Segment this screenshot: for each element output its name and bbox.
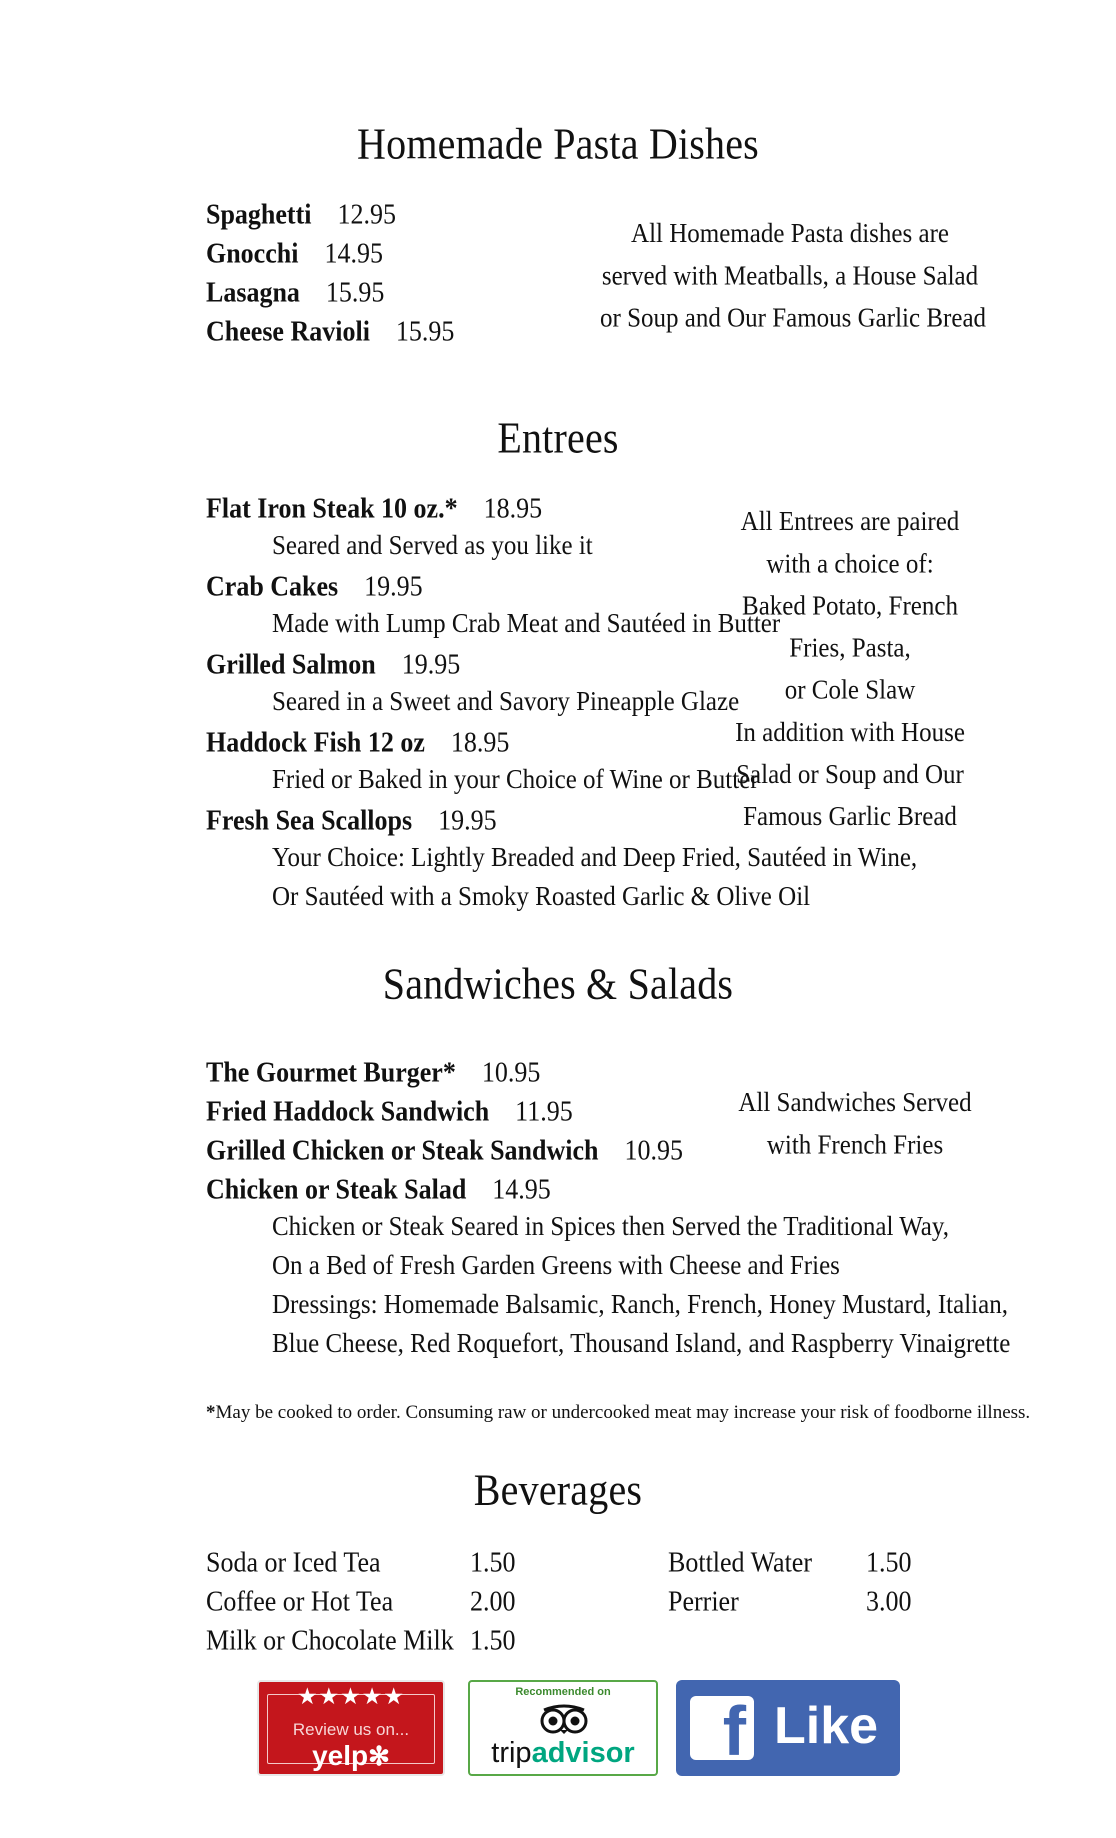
menu-item <box>206 492 542 525</box>
yelp-logo <box>259 1740 443 1772</box>
note-line: Baked Potato, French <box>742 591 958 621</box>
like-label: Like <box>774 1697 879 1755</box>
item-description: Seared and Served as you like it <box>272 531 593 561</box>
note-line: Famous Garlic Bread <box>743 802 957 832</box>
note-line: All Homemade Pasta dishes are <box>631 219 949 249</box>
entrees-note <box>730 501 970 838</box>
footnote-star: * <box>206 1402 216 1423</box>
item-price: 19.95 <box>438 804 497 836</box>
item-name: The Gourmet Burger* <box>206 1056 456 1088</box>
note-line: Fries, Pasta, <box>789 633 911 663</box>
beverage-price: 1.50 <box>470 1546 516 1578</box>
item-name: Crab Cakes <box>206 570 339 602</box>
item-description: Made with Lump Crab Meat and Sautéed in Butter <box>272 609 781 639</box>
note-line: or Cole Slaw <box>784 675 916 706</box>
menu-item <box>206 198 396 231</box>
recommended-text: Recommended on <box>515 1686 611 1698</box>
item-price: 14.95 <box>324 237 383 269</box>
item-price: 19.95 <box>364 570 423 602</box>
item-name: Grilled Chicken or Steak Sandwich <box>206 1134 599 1166</box>
beverage-price: 2.00 <box>470 1585 516 1617</box>
yelp-review-badge[interactable] <box>257 1680 445 1776</box>
facebook-f-letter: f <box>722 1692 746 1770</box>
item-description: Your Choice: Lightly Breaded and Deep Fried, Sautéed in Wine, <box>272 843 918 873</box>
beverage-name: Milk or Chocolate Milk <box>206 1624 454 1656</box>
facebook-f-icon <box>690 1692 754 1770</box>
note-line: or Soup and Our Famous Garlic Bread <box>600 303 987 333</box>
note-line: All Entrees are paired <box>740 507 960 537</box>
beverage-name: Coffee or Hot Tea <box>206 1585 394 1617</box>
item-name: Flat Iron Steak 10 oz.* <box>206 492 458 524</box>
menu-item <box>206 648 460 681</box>
entrees-title: Entrees <box>497 412 619 463</box>
item-description: On a Bed of Fresh Garden Greens with Cheese and Fries <box>272 1251 840 1281</box>
menu-item <box>206 726 509 759</box>
tripadvisor-logo <box>470 1737 656 1770</box>
item-name: Haddock Fish 12 oz <box>206 726 425 758</box>
facebook-like-button[interactable] <box>676 1680 900 1776</box>
item-name: Fresh Sea Scallops <box>206 804 413 836</box>
tripadvisor-badge[interactable] <box>468 1680 658 1776</box>
item-description: Or Sautéed with a Smoky Roasted Garlic & Olive Oil <box>272 882 811 912</box>
sandwiches-title: Sandwiches & Salads <box>382 958 734 1009</box>
item-name: Gnocchi <box>206 237 299 269</box>
item-price: 15.95 <box>325 276 385 308</box>
item-price: 18.95 <box>483 492 543 524</box>
item-price: 10.95 <box>624 1134 683 1166</box>
item-name: Chicken or Steak Salad <box>206 1173 467 1205</box>
item-price: 18.95 <box>450 726 510 758</box>
item-price: 14.95 <box>492 1173 551 1205</box>
item-price: 11.95 <box>515 1095 573 1127</box>
item-description: Blue Cheese, Red Roquefort, Thousand Island, and Raspberry Vinaigrette <box>272 1329 1011 1359</box>
pasta-note <box>600 213 987 339</box>
item-description: Fried or Baked in your Choice of Wine or Butter <box>272 765 759 795</box>
beverage-name: Perrier <box>668 1585 739 1617</box>
menu-item <box>206 1134 683 1167</box>
item-description: Chicken or Steak Seared in Spices then Served the Traditional Way, <box>272 1212 950 1242</box>
footnote <box>206 1402 1030 1424</box>
menu-item <box>206 1095 573 1128</box>
item-name: Grilled Salmon <box>206 648 376 680</box>
menu-item <box>206 276 384 309</box>
menu-item <box>206 1173 551 1206</box>
review-text: Review us on... <box>292 1720 410 1739</box>
yelp-burst-icon: ✻ <box>368 1741 390 1771</box>
beverage-price: 3.00 <box>866 1585 912 1617</box>
logo-advisor: advisor <box>531 1737 635 1769</box>
owl-icon <box>536 1704 592 1734</box>
menu-item <box>206 570 423 603</box>
item-description: Seared in a Sweet and Savory Pineapple Glaze <box>272 687 740 717</box>
menu-item <box>206 1056 540 1089</box>
footnote-text: May be cooked to order. Consuming raw or undercooked meat may increase your risk of foodborne illness. <box>215 1402 1031 1423</box>
menu-item <box>206 804 497 837</box>
yelp-wordmark: yelp <box>312 1740 369 1771</box>
item-price: 12.95 <box>337 198 396 230</box>
menu-item <box>206 315 454 348</box>
item-name: Spaghetti <box>206 198 312 230</box>
sandwiches-note <box>720 1082 990 1166</box>
item-description: Dressings: Homemade Balsamic, Ranch, French, Honey Mustard, Italian, <box>272 1290 1008 1320</box>
item-price: 15.95 <box>395 315 455 347</box>
beverage-name: Soda or Iced Tea <box>206 1546 381 1578</box>
note-line: In addition with House <box>735 718 965 748</box>
item-price: 10.95 <box>481 1056 541 1088</box>
note-line: served with Meatballs, a House Salad <box>601 261 979 291</box>
note-line: Salad or Soup and Our <box>736 760 964 790</box>
beverage-name: Bottled Water <box>668 1546 813 1578</box>
logo-trip: trip <box>491 1737 532 1769</box>
beverages-title: Beverages <box>473 1464 643 1515</box>
item-price: 19.95 <box>401 648 461 680</box>
item-name: Cheese Ravioli <box>206 315 370 347</box>
item-name: Fried Haddock Sandwich <box>206 1095 490 1127</box>
note-line: with a choice of: <box>766 549 934 579</box>
note-line: All Sandwiches Served <box>738 1088 972 1118</box>
item-name: Lasagna <box>206 276 300 308</box>
menu-item <box>206 237 383 270</box>
note-line: with French Fries <box>766 1130 944 1160</box>
beverage-price: 1.50 <box>470 1624 516 1656</box>
beverage-price: 1.50 <box>866 1546 912 1578</box>
five-stars-icon: ★★★★★ <box>296 1684 406 1710</box>
pasta-title: Homemade Pasta Dishes <box>357 118 759 169</box>
